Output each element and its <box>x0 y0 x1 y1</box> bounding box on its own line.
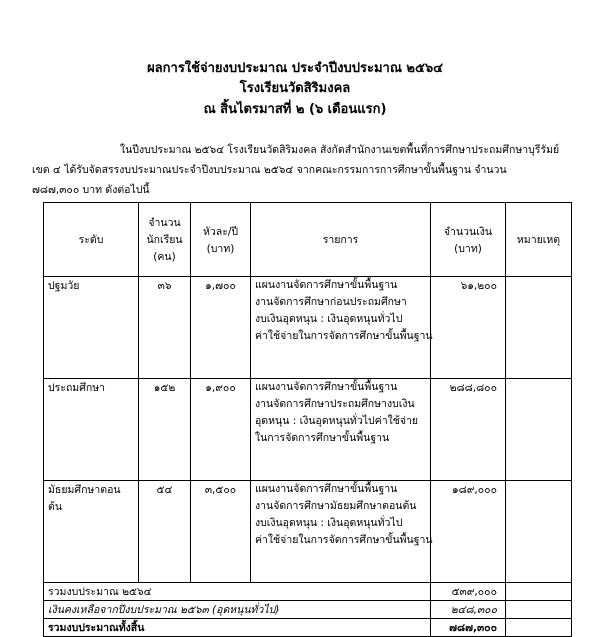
row-amount: ๖๑,๒๐๐ <box>431 277 506 379</box>
row-description: แผนงานจัดการศึกษาขั้นพื้นฐาน งานจัดการศึกษามัธยมศึกษาตอนต้น งบเงินอุดหนุน : เงินอุดหนุนทั่วไป ค่าใช้จ่ายในการจัดการศึกษาขั้นพื้นฐาน <box>251 481 431 583</box>
intro-line-1: ในปีงบประมาณ ๒๕๖๔ โรงเรียนวัดสิริมงคล สังกัดสำนักงานเขตพื้นที่การศึกษาประถมศึกษาบุรีรัมย์ <box>120 144 560 156</box>
intro-line-3: ๗๘๗,๓๐๐ บาท ดังต่อไปนี้ <box>32 184 150 196</box>
row-description: แผนงานจัดการศึกษาขั้นพื้นฐาน งานจัดการศึกษาประถมศึกษางบเงิน อุดหนุน : เงินอุดหนุนทั่วไปค่าใช้จ่าย ในการจัดการศึกษาขั้นพื้นฐาน <box>251 379 431 481</box>
row-level: ประถมศึกษา <box>44 379 139 481</box>
report-period: ณ สิ้นไตรมาสที่ ๒ (๖ เดือนแรก) <box>203 102 387 117</box>
report-title: ผลการใช้จ่ายงบประมาณ ประจำปีงบประมาณ ๒๕๖๔ <box>147 61 443 76</box>
row-note <box>506 481 572 583</box>
carryover-label: เงินคงเหลือจากปีงบประมาณ ๒๕๖๓ (อุดหนุนทั่วไป) <box>44 601 431 619</box>
row-per-head: ๑,๙๐๐ <box>191 379 251 481</box>
grand-total-note <box>506 619 572 637</box>
row-note <box>506 379 572 481</box>
row-description: แผนงานจัดการศึกษาขั้นพื้นฐาน งานจัดการศึกษาก่อนประถมศึกษา งบเงินอุดหนุน : เงินอุดหนุนทั่วไป ค่าใช้จ่ายในการจัดการศึกษาขั้นพื้นฐาน <box>251 277 431 379</box>
intro-paragraph <box>32 140 564 200</box>
header-students: จำนวน นักเรียน (คน) <box>139 203 191 277</box>
header-amount: จำนวนเงิน (บาท) <box>431 203 506 277</box>
row-students: ๑๕๒ <box>139 379 191 481</box>
table-row <box>44 277 572 379</box>
school-name: โรงเรียนวัดสิริมงคล <box>239 81 351 96</box>
header-note: หมายเหตุ <box>506 203 572 277</box>
table-header-row <box>44 203 572 277</box>
grand-total-label: รวมงบประมาณทั้งสิ้น <box>44 619 431 637</box>
total-budget-row <box>44 583 572 601</box>
row-per-head: ๑,๗๐๐ <box>191 277 251 379</box>
row-level: มัธยมศึกษาตอนต้น <box>44 481 139 583</box>
grand-total-amount: ๗๘๗,๓๐๐ <box>431 619 506 637</box>
row-students: ๓๖ <box>139 277 191 379</box>
table-row <box>44 481 572 583</box>
total-budget-note <box>506 583 572 601</box>
carryover-note <box>506 601 572 619</box>
header-level: ระดับ <box>44 203 139 277</box>
header-per-head: หัวละ/ปี (บาท) <box>191 203 251 277</box>
row-per-head: ๓,๕๐๐ <box>191 481 251 583</box>
total-budget-amount: ๕๓๙,๐๐๐ <box>431 583 506 601</box>
intro-line-2: เขต ๔ ได้รับจัดสรรงบประมาณประจำปีงบประมาณ ๒๕๖๔ จากคณะกรรมการการศึกษาขั้นพื้นฐาน จำนวน <box>32 164 507 176</box>
row-amount: ๒๘๘,๘๐๐ <box>431 379 506 481</box>
carryover-row <box>44 601 572 619</box>
row-amount: ๑๘๙,๐๐๐ <box>431 481 506 583</box>
grand-total-row <box>44 619 572 637</box>
row-students: ๕๔ <box>139 481 191 583</box>
row-level: ปฐมวัย <box>44 277 139 379</box>
header-item: รายการ <box>251 203 431 277</box>
carryover-amount: ๒๔๘,๓๐๐ <box>431 601 506 619</box>
total-budget-label: รวมงบประมาณ ๒๕๖๔ <box>44 583 431 601</box>
table-row <box>44 379 572 481</box>
row-note <box>506 277 572 379</box>
